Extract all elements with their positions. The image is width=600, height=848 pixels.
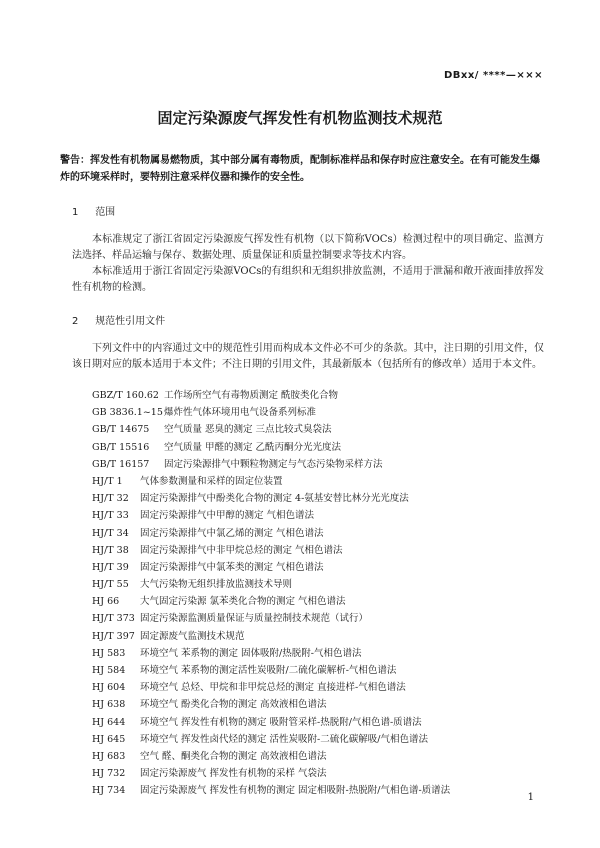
reference-code: HJ/T 397 (92, 630, 135, 642)
references-intro: 下列文件中的内容通过文中的规范性引用而构成本文件必不可少的条款。其中，注日期的引用文件，仅该日期对应的版本适用于本文件；不注日期的引用文件，其最新版本（包括所有的修改单）适用于本文件。 (72, 343, 544, 370)
section-2-heading (72, 312, 165, 327)
reference-title: 空气质量 甲醛的测定 乙酰丙酮分光光度法 (164, 441, 342, 453)
reference-code: GBZ/T 160.62 (92, 390, 159, 401)
reference-title: 环境空气 苯系物的测定 固体吸附/热脱附-气相色谱法 (140, 647, 362, 659)
reference-item (92, 593, 450, 610)
reference-item (92, 610, 450, 627)
reference-title: 固定污染源排气中颗粒物测定与气态污染物采样方法 (164, 458, 383, 470)
reference-code: GB/T 16157 (92, 458, 150, 470)
reference-code: HJ/T 38 (92, 544, 129, 556)
reference-code: GB/T 14675 (92, 424, 150, 436)
reference-code: HJ/T 1 (92, 475, 123, 487)
reference-title: 固定污染源排气中甲醇的测定 气相色谱法 (140, 510, 315, 522)
section-title: 范围 (95, 207, 116, 218)
reference-title: 固定污染源排气中酚类化合物的测定 4-氨基安替比林分光光度法 (140, 493, 409, 505)
reference-code: HJ 583 (92, 647, 126, 659)
reference-code: HJ/T 55 (92, 579, 129, 591)
reference-title: 固定污染源监测质量保证与质量控制技术规范（试行） (140, 613, 369, 625)
reference-item (92, 576, 450, 593)
reference-title: 环境空气 挥发性卤代烃的测定 活性炭吸附-二硫化碳解吸/气相色谱法 (140, 733, 428, 745)
reference-title: 工作场所空气有毒物质测定 酰胺类化合物 (164, 390, 339, 401)
scope-paragraph-1: 本标准规定了浙江省固定污染源废气挥发性有机物（以下简称VOCs）检测过程中的项目确定、监测方法选择、样品运输与保存、数据处理、质量保证和质量控制要求等技术内容。 (72, 234, 544, 261)
reference-list (92, 387, 450, 800)
reference-item (92, 507, 450, 524)
reference-item (92, 421, 450, 438)
scope-paragraph-2: 本标准适用于浙江省固定污染源VOCs的有组织和无组织排放监测，不适用于泄漏和敞开液面排放挥发性有机物的检测。 (72, 266, 544, 293)
reference-title: 环境空气 总烃、甲烷和非甲烷总烃的测定 直接进样-气相色谱法 (140, 682, 406, 694)
reference-code: HJ/T 32 (92, 493, 129, 505)
reference-title: 气体参数测量和采样的固定位装置 (140, 475, 283, 487)
reference-title: 大气固定污染源 氯苯类化合物的测定 气相色谱法 (140, 596, 346, 608)
reference-item (92, 765, 450, 782)
section-title: 规范性引用文件 (95, 316, 166, 327)
reference-title: 大气污染物无组织排放监测技术导则 (140, 579, 293, 591)
reference-item (92, 456, 450, 473)
reference-code: HJ 734 (92, 785, 126, 797)
reference-item (92, 559, 450, 576)
reference-title: 环境空气 酚类化合物的测定 高效液相色谱法 (140, 699, 327, 711)
reference-code: HJ 638 (92, 699, 126, 711)
reference-item (92, 628, 450, 645)
reference-title: 空气质量 恶臭的测定 三点比较式臭袋法 (164, 424, 332, 436)
reference-item (92, 387, 450, 404)
reference-item (92, 782, 450, 799)
reference-title: 固定污染源排气中非甲烷总烃的测定 气相色谱法 (140, 544, 343, 556)
reference-code: HJ 604 (92, 682, 126, 694)
reference-title: 爆炸性气体环境用电气设备系列标准 (164, 407, 317, 419)
reference-code: HJ 584 (92, 665, 126, 676)
reference-code: HJ/T 33 (92, 510, 129, 522)
reference-item (92, 525, 450, 542)
reference-code: HJ/T 34 (92, 527, 129, 539)
reference-item (92, 731, 450, 748)
section-number: 1 (72, 207, 79, 218)
reference-item (92, 542, 450, 559)
reference-code: GB/T 15516 (92, 441, 150, 453)
reference-item (92, 645, 450, 662)
reference-title: 环境空气 苯系物的测定活性炭吸附/二硫化碳解析-气相色谱法 (140, 665, 397, 676)
warning-text: 警告：挥发性有机物属易燃物质，其中部分属有毒物质，配制标准样品和保存时应注意安全。在有可能发生爆炸的环境采样时，要特别注意采样仪器和操作的安全性。 (60, 155, 540, 183)
reference-item (92, 473, 450, 490)
page-number: 1 (527, 792, 534, 803)
reference-code: GB 3836.1~15 (92, 407, 163, 419)
reference-code: HJ 732 (92, 768, 126, 780)
reference-item (92, 662, 450, 679)
reference-code: HJ/T 39 (92, 561, 129, 573)
reference-item (92, 714, 450, 731)
reference-title: 固定污染源废气 挥发性有机物的测定 固定相吸附-热脱附/气相色谱-质谱法 (140, 785, 451, 797)
reference-title: 固定源废气监测技术规范 (140, 630, 245, 642)
reference-item (92, 748, 450, 765)
reference-item (92, 679, 450, 696)
reference-code: HJ 683 (92, 750, 126, 762)
reference-title: 固定污染源排气中氯苯类的测定 气相色谱法 (140, 561, 324, 573)
reference-code: HJ/T 373 (92, 613, 135, 625)
reference-code: HJ 645 (92, 733, 126, 745)
reference-code: HJ 644 (92, 716, 126, 728)
document-title: 固定污染源废气挥发性有机物监测技术规范 (157, 109, 443, 127)
reference-code: HJ 66 (92, 596, 120, 608)
reference-title: 环境空气 挥发性有机物的测定 吸附管采样-热脱附/气相色谱-质谱法 (140, 716, 422, 728)
document-code: DBxx/ ****—××× (443, 70, 543, 81)
reference-item (92, 490, 450, 507)
reference-item (92, 696, 450, 713)
reference-item (92, 404, 450, 421)
reference-title: 固定污染源排气中氯乙烯的测定 气相色谱法 (140, 527, 324, 539)
reference-title: 固定污染源废气 挥发性有机物的采样 气袋法 (140, 768, 327, 780)
reference-title: 空气 醛、酮类化合物的测定 高效液相色谱法 (140, 750, 327, 762)
section-1-heading (72, 203, 115, 218)
reference-item (92, 439, 450, 456)
section-number: 2 (72, 316, 79, 327)
